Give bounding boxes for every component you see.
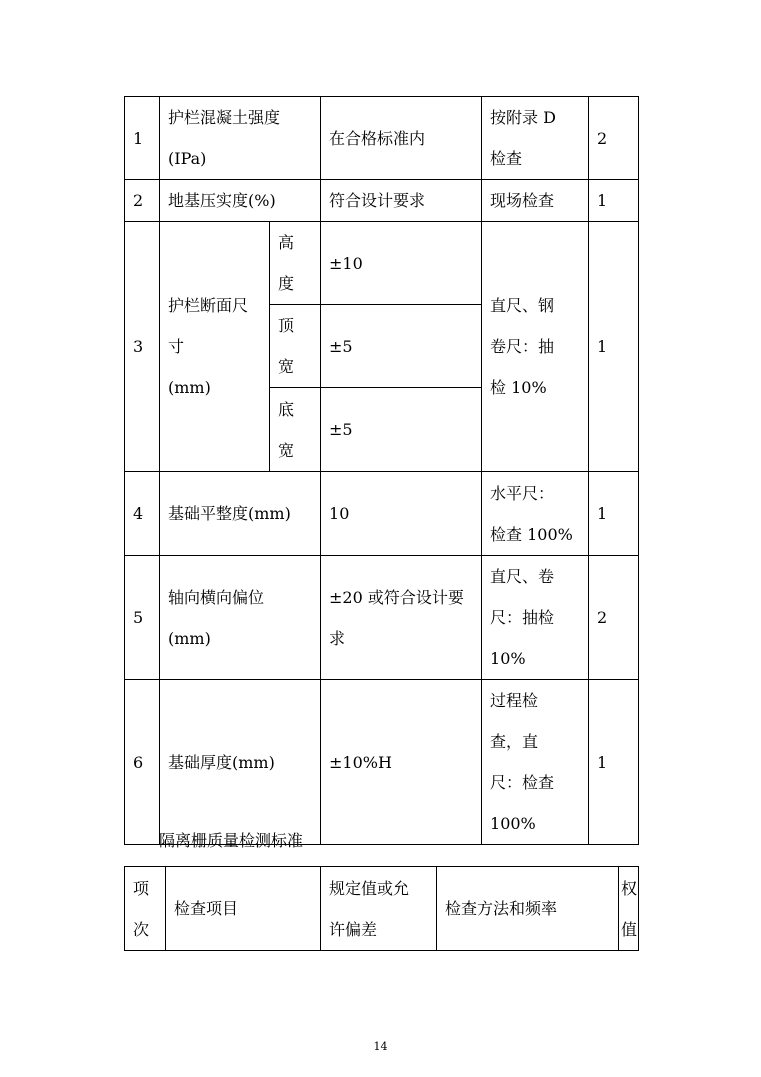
check-item: 地基压实度(%) <box>160 180 321 222</box>
weight: 2 <box>589 97 639 180</box>
header-check-method: 检查方法和频率 <box>437 867 619 951</box>
weight: 1 <box>589 222 639 472</box>
weight: 2 <box>589 556 639 680</box>
check-method: 水平尺： 检查 100% <box>482 472 589 556</box>
item-number: 2 <box>125 180 160 222</box>
check-method: 过程检 查，直 尺：检查 100% <box>482 680 589 845</box>
sub-item-bottom-width: 底 宽 <box>270 388 321 472</box>
table-row <box>125 556 639 680</box>
check-method: 直尺、钢 卷尺：抽 检 10% <box>482 222 589 472</box>
item-number: 5 <box>125 556 160 680</box>
section-title: 隔离栅质量检测标准 <box>159 831 304 850</box>
weight: 1 <box>589 180 639 222</box>
header-item-number: 项 次 <box>125 867 166 951</box>
table-row <box>125 680 639 845</box>
allowed-value: 在合格标准内 <box>321 97 482 180</box>
header-allowed-value: 规定值或允 许偏差 <box>321 867 437 951</box>
sub-item-height: 高 度 <box>270 222 321 305</box>
item-number: 4 <box>125 472 160 556</box>
allowed-value: ±10%H <box>321 680 482 845</box>
item-number: 3 <box>125 222 160 472</box>
sub-item-top-width: 顶 宽 <box>270 305 321 388</box>
check-item: 护栏断面尺 寸 (mm) <box>160 222 270 472</box>
fence-quality-table-header <box>124 866 639 951</box>
allowed-value: ±10 <box>321 222 482 305</box>
table-row <box>125 97 639 180</box>
header-weight: 权 值 <box>619 867 639 951</box>
table-header-row <box>125 867 639 951</box>
item-number: 1 <box>125 97 160 180</box>
table-row <box>125 180 639 222</box>
weight: 1 <box>589 472 639 556</box>
check-item: 基础厚度(mm) <box>160 680 321 845</box>
allowed-value: 符合设计要求 <box>321 180 482 222</box>
check-method: 按附录 D 检查 <box>482 97 589 180</box>
check-method: 直尺、卷 尺：抽检 10% <box>482 556 589 680</box>
allowed-value: 10 <box>321 472 482 556</box>
table-row <box>125 222 639 305</box>
allowed-value: ±20 或符合设计要 求 <box>321 556 482 680</box>
check-item: 轴向横向偏位 (mm) <box>160 556 321 680</box>
allowed-value: ±5 <box>321 388 482 472</box>
table-row <box>125 472 639 556</box>
page-number: 14 <box>373 1040 388 1053</box>
allowed-value: ±5 <box>321 305 482 388</box>
check-item: 基础平整度(mm) <box>160 472 321 556</box>
item-number: 6 <box>125 680 160 845</box>
guardrail-quality-table <box>124 96 639 845</box>
header-check-item: 检查项目 <box>166 867 321 951</box>
check-method: 现场检查 <box>482 180 589 222</box>
check-item: 护栏混凝土强度 (IPa) <box>160 97 321 180</box>
weight: 1 <box>589 680 639 845</box>
